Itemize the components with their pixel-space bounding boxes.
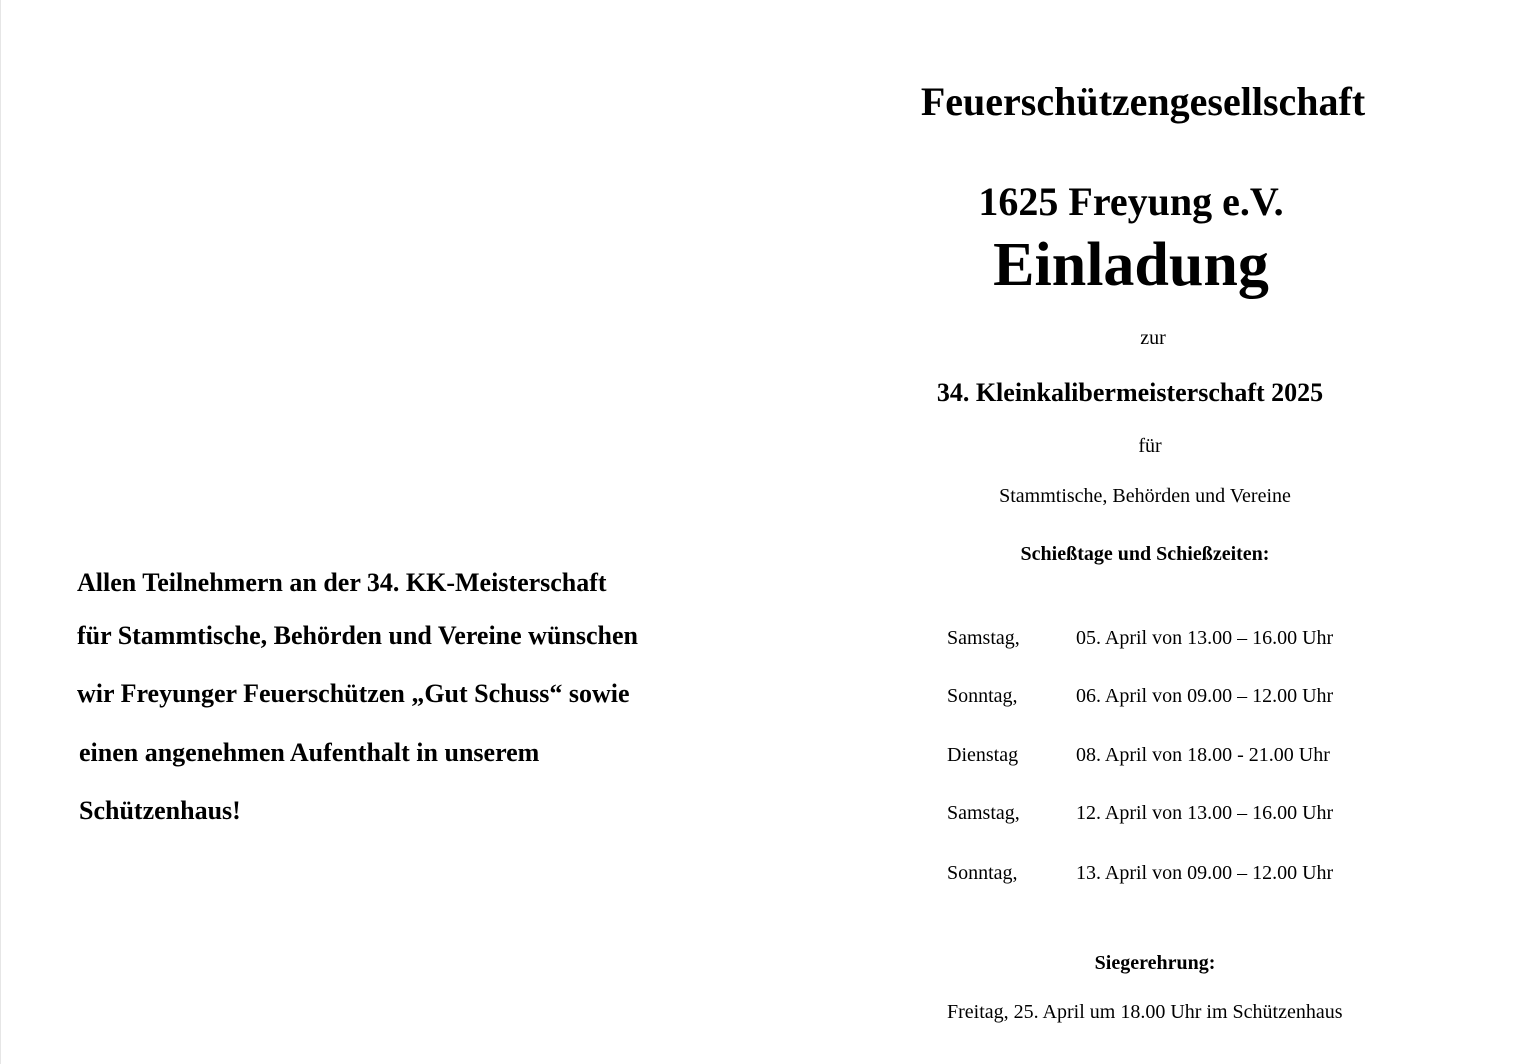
- ceremony-heading: Siegerehrung:: [1094, 952, 1216, 974]
- schedule-day: Samstag,: [947, 802, 1020, 824]
- zur-text: zur: [1140, 327, 1166, 349]
- audience-text: Stammtische, Behörden und Vereine: [999, 485, 1291, 507]
- ceremony-text: Freitag, 25. April um 18.00 Uhr im Schützenhaus: [947, 1001, 1343, 1023]
- schedule-heading: Schießtage und Schießzeiten:: [1020, 543, 1270, 565]
- schedule-time: 08. April von 18.00 - 21.00 Uhr: [1076, 744, 1330, 766]
- schedule-day: Dienstag: [947, 744, 1019, 766]
- schedule-time: 13. April von 09.00 – 12.00 Uhr: [1076, 862, 1334, 884]
- schedule-time: 12. April von 13.00 – 16.00 Uhr: [1076, 802, 1334, 824]
- invitation-title: Einladung: [993, 231, 1269, 299]
- greeting-line-5: Schützenhaus!: [79, 796, 241, 825]
- fuer-text: für: [1138, 435, 1162, 457]
- greeting-line-3: wir Freyunger Feuerschützen „Gut Schuss“ sowie: [77, 679, 630, 708]
- org-name: Feuerschützengesellschaft: [920, 79, 1366, 124]
- page-edge: [0, 0, 1, 1064]
- schedule-day: Samstag,: [947, 627, 1020, 649]
- greeting-line-1: Allen Teilnehmern an der 34. KK-Meisterschaft: [77, 568, 607, 597]
- org-year-city: 1625 Freyung e.V.: [978, 179, 1284, 224]
- schedule-day: Sonntag,: [947, 685, 1018, 707]
- greeting-line-2: für Stammtische, Behörden und Vereine wünschen: [77, 621, 638, 650]
- schedule-time: 06. April von 09.00 – 12.00 Uhr: [1076, 685, 1334, 707]
- schedule-day: Sonntag,: [947, 862, 1018, 884]
- event-title: 34. Kleinkalibermeisterschaft 2025: [936, 378, 1324, 407]
- greeting-line-4: einen angenehmen Aufenthalt in unserem: [79, 738, 540, 767]
- schedule-time: 05. April von 13.00 – 16.00 Uhr: [1076, 627, 1334, 649]
